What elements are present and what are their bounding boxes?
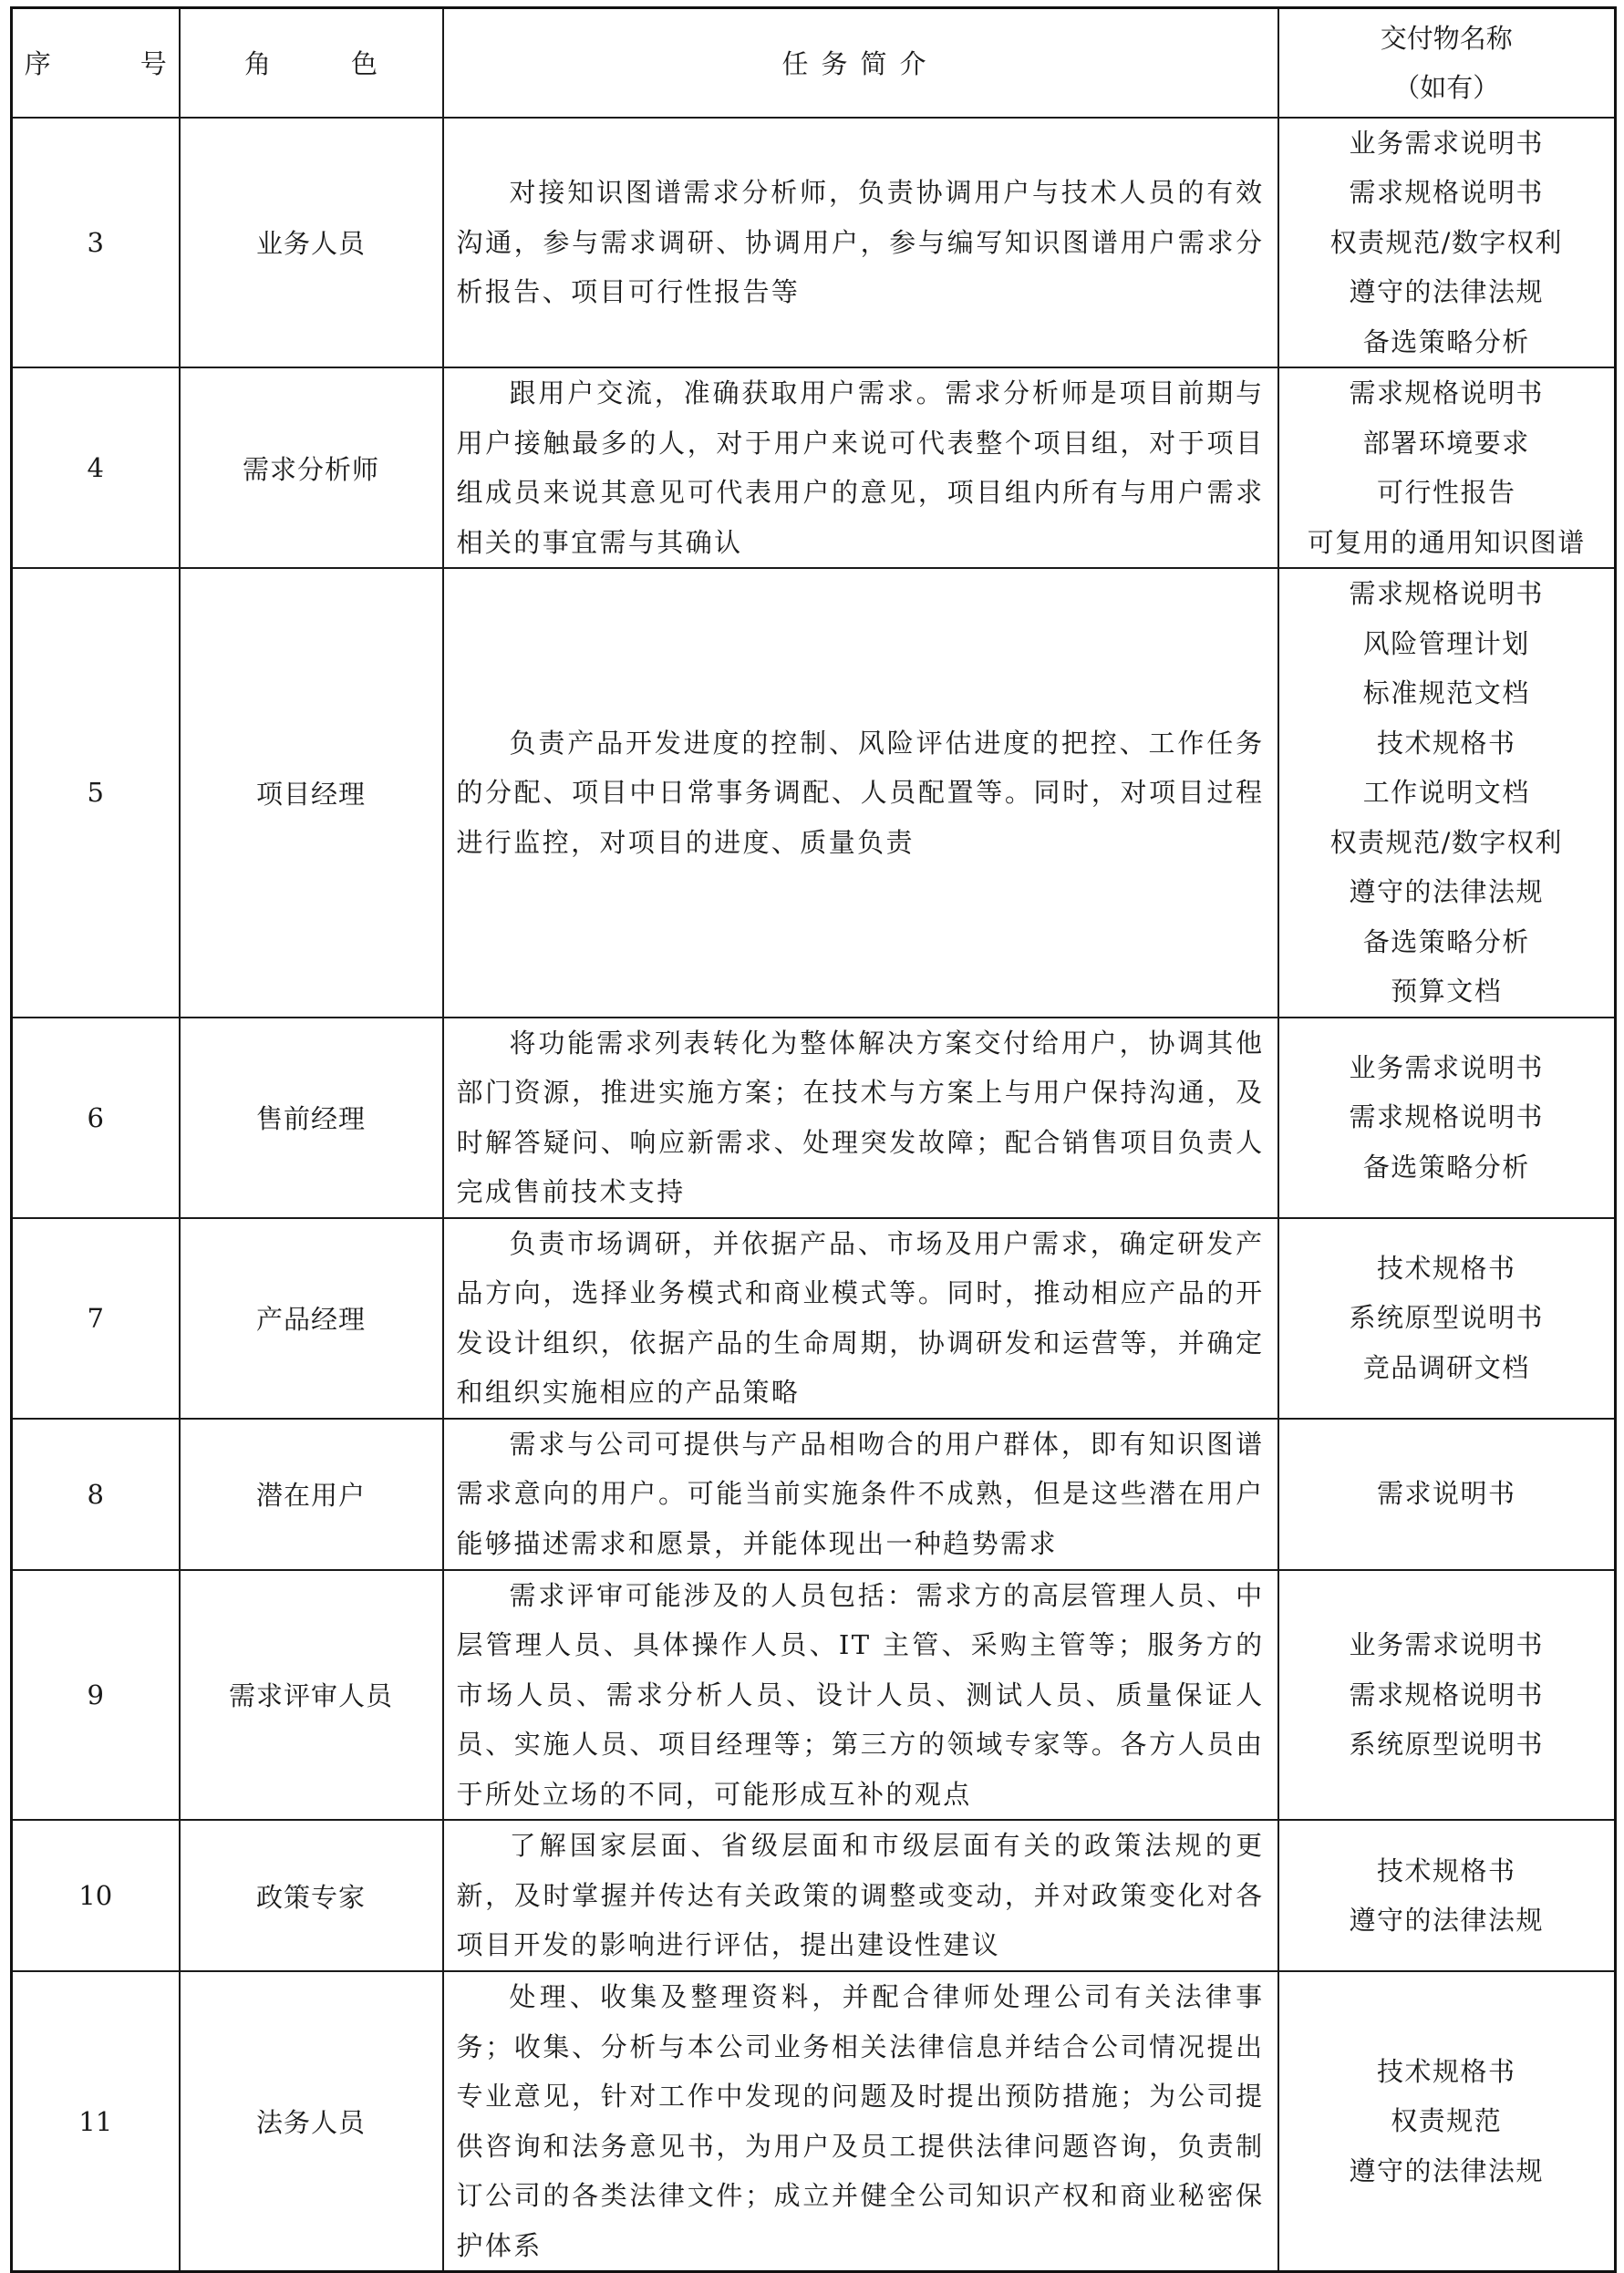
row-deliverables [1278,1419,1616,1570]
deliverable-item: 系统原型说明书 [1349,1302,1544,1334]
deliverable-item: 部署环境要求 [1362,427,1530,459]
deliverable-item: 可复用的通用知识图谱 [1307,526,1586,558]
task-text: 了解国家层面、省级层面和市级层面有关的政策法规的更新，及时掌握并传达有关政策的调整或变动，并对政策变化对各项目开发的影响进行评估，提出建设性建议 [456,1830,1265,1961]
header-seq-char-2: 号 [140,48,167,80]
row-seq: 8 [12,1419,180,1570]
row-task-description [443,1971,1278,2272]
task-text: 对接知识图谱需求分析师，负责协调用户与技术人员的有效沟通，参与需求调研、协调用户，参与编写知识图谱用户需求分析报告、项目可行性报告等 [456,177,1265,307]
header-deliverable-line1: 交付物名称 [1380,22,1513,54]
header-role [180,8,443,118]
deliverable-item: 标准规范文档 [1362,677,1530,708]
row-role: 法务人员 [180,1971,443,2272]
task-text: 跟用户交流，准确获取用户需求。需求分析师是项目前期与用户接触最多的人，对于用户来说可代表整个项目组，对于项目组成员来说其意见可代表用户的意见，项目组内所有与用户需求相关的事宜需与其确认 [456,377,1265,558]
row-seq: 10 [12,1820,180,1971]
deliverable-item: 权责规范 [1391,2105,1503,2137]
row-deliverables [1278,1570,1616,1821]
row-role: 政策专家 [180,1820,443,1971]
row-task-description [443,1820,1278,1971]
deliverable-item: 备选策略分析 [1362,925,1530,957]
deliverable-item: 遵守的法律法规 [1349,2154,1544,2186]
row-task-description [443,568,1278,1018]
deliverable-item: 可行性报告 [1376,477,1516,508]
deliverable-item: 备选策略分析 [1362,325,1530,357]
header-deliverable-line2: （如有） [1393,71,1500,103]
row-role: 需求分析师 [180,367,443,568]
row-deliverables [1278,367,1616,568]
row-seq: 5 [12,568,180,1018]
deliverable-item: 业务需求说明书 [1349,1629,1544,1660]
row-role: 潜在用户 [180,1419,443,1570]
header-role-char-1: 角 [243,48,271,80]
deliverable-item: 工作说明文档 [1362,777,1530,808]
header-deliverable [1278,8,1616,118]
row-task-description [443,1570,1278,1821]
table-row [12,1820,1616,1971]
row-deliverables [1278,1971,1616,2272]
deliverable-item: 业务需求说明书 [1349,127,1544,159]
header-task: 任务简介 [443,8,1278,118]
table-row [12,1971,1616,2272]
deliverable-item: 权责规范/数字权利 [1329,826,1563,858]
row-role: 需求评审人员 [180,1570,443,1821]
row-task-description [443,1018,1278,1218]
row-role: 业务人员 [180,118,443,368]
task-text: 处理、收集及整理资料，并配合律师处理公司有关法律事务；收集、分析与本公司业务相关法律信息并结合公司情况提出专业意见，针对工作中发现的问题及时提出预防措施；为公司提供咨询和法务意见书，为用户及员工提供法律问题咨询，负责制订公司的各类法律文件；成立并健全公司知识产权和商业秘密保护体系 [456,1981,1265,2261]
row-task-description [443,118,1278,368]
deliverable-item: 遵守的法律法规 [1349,276,1544,307]
deliverable-item: 权责规范/数字权利 [1329,226,1563,258]
row-role: 产品经理 [180,1218,443,1419]
row-deliverables [1278,118,1616,368]
row-seq: 9 [12,1570,180,1821]
row-seq: 3 [12,118,180,368]
header-seq-char-1: 序 [24,48,51,80]
row-seq: 6 [12,1018,180,1218]
table-row [12,367,1616,568]
deliverable-item: 需求说明书 [1376,1478,1516,1510]
task-text: 需求评审可能涉及的人员包括：需求方的高层管理人员、中层管理人员、具体操作人员、IT 主管、采购主管等；服务方的市场人员、需求分析人员、设计人员、测试人员、质量保证人员、实施人员、项目经理等；第三方的领域专家等。各方人员由于所处立场的不同，可能形成互补的观点 [456,1579,1265,1810]
row-deliverables [1278,1820,1616,1971]
task-text: 负责市场调研，并依据产品、市场及用户需求，确定研发产品方向，选择业务模式和商业模式等。同时，推动相应产品的开发设计组织，依据产品的生命周期，协调研发和运营等，并确定和组织实施相应的产品策略 [456,1227,1265,1408]
row-task-description [443,1419,1278,1570]
deliverable-item: 遵守的法律法规 [1349,876,1544,907]
roles-table [10,6,1617,2273]
deliverable-item: 技术规格书 [1376,1252,1516,1284]
deliverable-item: 遵守的法律法规 [1349,1905,1544,1936]
row-seq: 7 [12,1218,180,1419]
task-text: 负责产品开发进度的控制、风险评估进度的把控、工作任务的分配、项目中日常事务调配、人员配置等。同时，对项目过程进行监控，对项目的进度、质量负责 [456,727,1265,858]
deliverable-item: 技术规格书 [1376,2055,1516,2087]
row-role: 售前经理 [180,1018,443,1218]
row-role: 项目经理 [180,568,443,1018]
row-deliverables [1278,1018,1616,1218]
deliverable-item: 需求规格说明书 [1349,578,1544,609]
deliverable-item: 需求规格说明书 [1349,1679,1544,1710]
task-text: 将功能需求列表转化为整体解决方案交付给用户，协调其他部门资源，推进实施方案；在技术与方案上与用户保持沟通，及时解答疑问、响应新需求、处理突发故障；配合销售项目负责人完成售前技术支持 [456,1027,1265,1207]
header-seq [12,8,180,118]
deliverable-item: 风险管理计划 [1362,627,1530,659]
table-row [12,568,1616,1018]
row-task-description [443,367,1278,568]
table-row [12,1419,1616,1570]
deliverable-item: 系统原型说明书 [1349,1729,1544,1760]
row-seq: 4 [12,367,180,568]
row-deliverables [1278,568,1616,1018]
row-deliverables [1278,1218,1616,1419]
deliverable-item: 业务需求说明书 [1349,1051,1544,1083]
table-body [12,118,1616,2272]
deliverable-item: 技术规格书 [1376,1855,1516,1886]
table-row [12,118,1616,368]
deliverable-item: 需求规格说明书 [1349,377,1544,408]
header-role-char-2: 色 [351,48,378,80]
deliverable-item: 竞品调研文档 [1362,1351,1530,1383]
table-row [12,1018,1616,1218]
deliverable-item: 技术规格书 [1376,727,1516,759]
deliverable-item: 需求规格说明书 [1349,1101,1544,1133]
task-text: 需求与公司可提供与产品相吻合的用户群体，即有知识图谱需求意向的用户。可能当前实施条件不成熟，但是这些潜在用户能够描述需求和愿景，并能体现出一种趋势需求 [456,1428,1265,1559]
row-seq: 11 [12,1971,180,2272]
header-row [12,8,1616,118]
deliverable-item: 需求规格说明书 [1349,177,1544,208]
row-task-description [443,1218,1278,1419]
table-row [12,1218,1616,1419]
deliverable-item: 预算文档 [1391,976,1503,1007]
deliverable-item: 备选策略分析 [1362,1151,1530,1183]
table-row [12,1570,1616,1821]
